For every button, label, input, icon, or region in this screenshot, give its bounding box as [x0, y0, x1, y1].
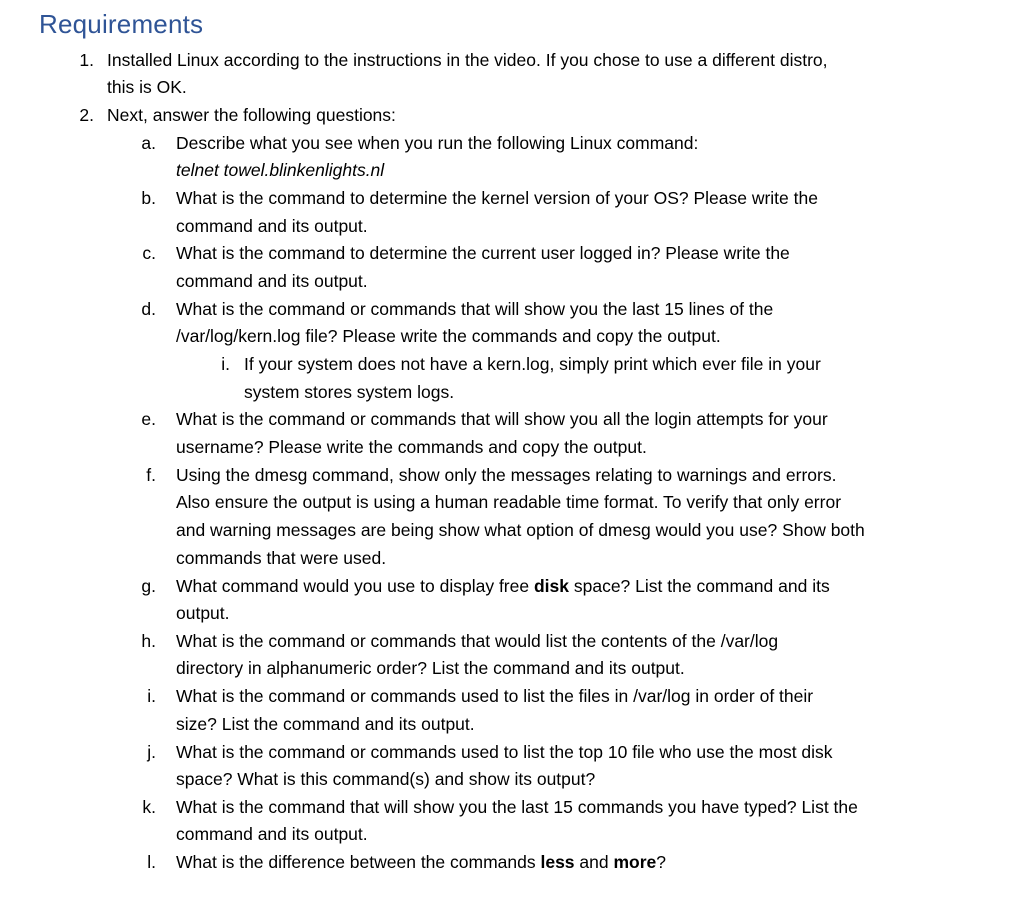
question-b-line-2: command and its output. — [176, 216, 368, 236]
question-b-line-1: What is the command to determine the kernel version of your OS? Please write the — [176, 188, 818, 208]
question-a-line-1: Describe what you see when you run the following Linux command: — [176, 133, 699, 153]
question-i-line-1: What is the command or commands used to list the files in /var/log in order of their — [176, 686, 814, 706]
question-l-line-1 — [176, 851, 666, 873]
question-k-marker: k. — [142, 797, 156, 817]
question-g-line-2: output. — [176, 603, 230, 623]
question-k-line-2: command and its output. — [176, 824, 368, 844]
question-h-line-2: directory in alphanumeric order? List the command and its output. — [176, 658, 685, 678]
page-heading: Requirements — [39, 9, 204, 39]
question-c-marker: c. — [142, 243, 156, 263]
question-g-line-1 — [176, 575, 830, 597]
question-l-text-mid: and — [574, 852, 614, 872]
list-marker-2: 2. — [79, 105, 94, 125]
question-i-line-2: size? List the command and its output. — [176, 714, 475, 734]
item-1-line-2: this is OK. — [107, 77, 187, 97]
question-l-text-post: ? — [656, 852, 666, 872]
question-f-line-4: commands that were used. — [176, 548, 387, 568]
question-d-i-marker: i. — [221, 354, 230, 374]
question-j-line-2: space? What is this command(s) and show its output? — [176, 769, 596, 789]
question-f-line-2: Also ensure the output is using a human readable time format. To verify that only error — [176, 492, 842, 512]
question-l-bold-less: less — [540, 852, 575, 872]
question-c-line-2: command and its output. — [176, 271, 368, 291]
question-k-line-1: What is the command that will show you the last 15 commands you have typed? List the — [176, 797, 858, 817]
question-e-line-1: What is the command or commands that will show you all the login attempts for your — [176, 409, 828, 429]
question-b-marker: b. — [141, 188, 156, 208]
question-g-marker: g. — [141, 576, 156, 596]
list-marker-1: 1. — [79, 50, 94, 70]
question-f-marker: f. — [146, 465, 156, 485]
item-2-line-1: Next, answer the following questions: — [107, 105, 396, 125]
question-g-bold-disk: disk — [533, 576, 569, 596]
question-f-line-1: Using the dmesg command, show only the messages relating to warnings and errors. — [176, 465, 837, 485]
question-d-i-line-1: If your system does not have a kern.log, simply print which ever file in your — [244, 354, 821, 374]
question-l-marker: l. — [147, 852, 156, 872]
question-l-bold-more: more — [613, 852, 657, 872]
question-g-text-pre: What command would you use to display free — [176, 576, 534, 596]
question-a-marker: a. — [141, 133, 156, 153]
question-j-marker: j. — [147, 742, 156, 762]
question-h-line-1: What is the command or commands that would list the contents of the /var/log — [176, 631, 779, 651]
question-d-line-1: What is the command or commands that will show you the last 15 lines of the — [176, 299, 774, 319]
question-f-line-3: and warning messages are being show what option of dmesg would you use? Show both — [176, 520, 865, 540]
question-e-marker: e. — [141, 409, 156, 429]
question-e-line-2: username? Please write the commands and copy the output. — [176, 437, 647, 457]
question-h-marker: h. — [141, 631, 156, 651]
question-c-line-1: What is the command to determine the current user logged in? Please write the — [176, 243, 790, 263]
item-1-line-1: Installed Linux according to the instructions in the video. If you chose to use a different distro, — [107, 50, 828, 70]
question-j-line-1: What is the command or commands used to list the top 10 file who use the most disk — [176, 742, 833, 762]
question-l-text-pre: What is the difference between the commands — [176, 852, 541, 872]
question-i-marker: i. — [147, 686, 156, 706]
question-d-i-line-2: system stores system logs. — [244, 382, 455, 402]
question-d-marker: d. — [141, 299, 156, 319]
question-a-command: telnet towel.blinkenlights.nl — [176, 160, 385, 180]
question-g-text-post: space? List the command and its — [569, 576, 830, 596]
question-d-line-2: /var/log/kern.log file? Please write the commands and copy the output. — [176, 326, 721, 346]
